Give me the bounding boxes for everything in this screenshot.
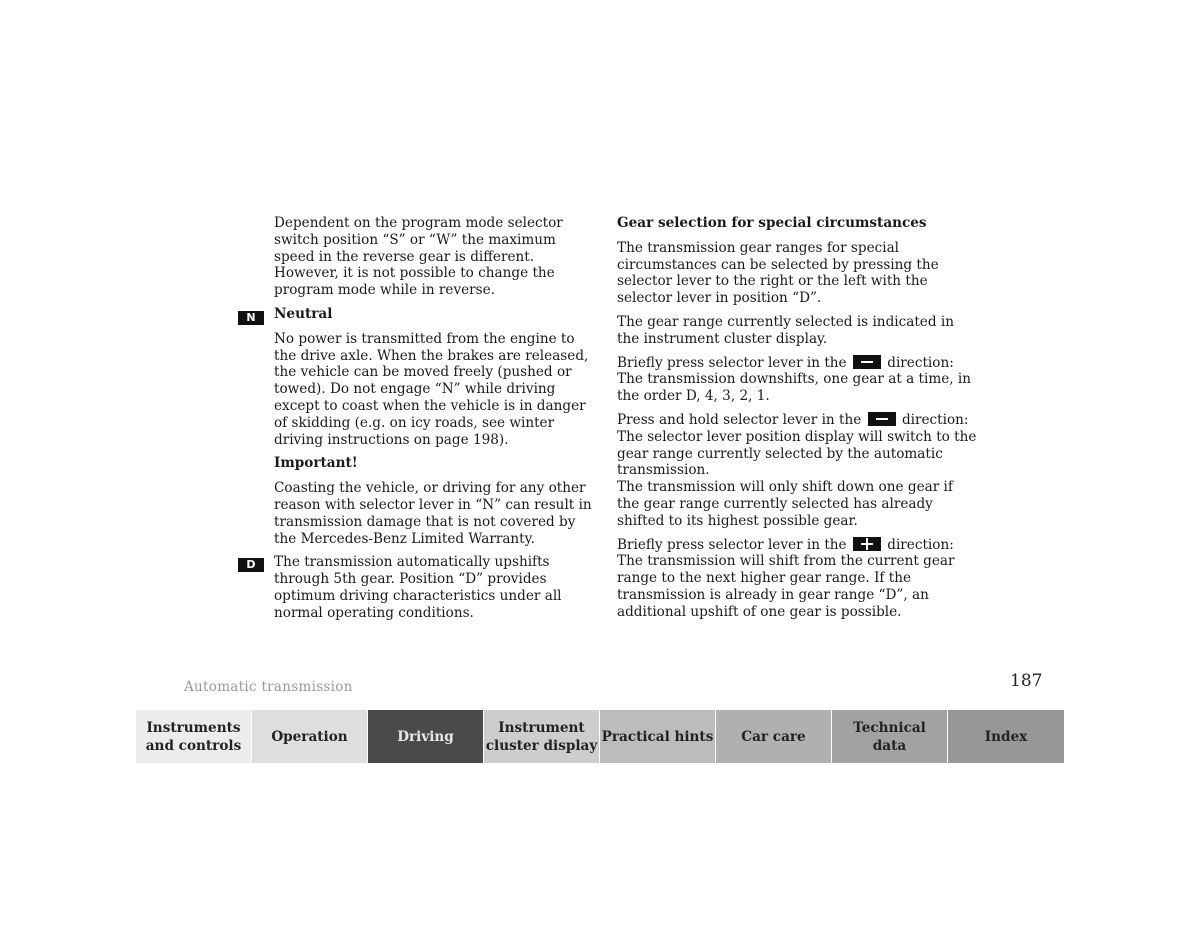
cluster-display-paragraph: The gear range currently selected is indicated in the instrument cluster display. xyxy=(617,313,954,347)
minus-hold-text: Press and hold selector lever in the xyxy=(617,411,862,428)
special-gear-paragraph: The transmission gear ranges for special circumstances can be selected by pressing the selector lever to the right or the left with the selector lever in position “D”. xyxy=(617,239,939,307)
tab-car-care[interactable] xyxy=(716,710,832,763)
minus-key-icon xyxy=(853,355,881,369)
chapter-nav xyxy=(136,710,1065,763)
tab-label: Practical hints xyxy=(601,728,714,745)
tab-instrument-cluster-display[interactable] xyxy=(484,710,600,763)
neutral-paragraph: No power is transmitted from the engine to the drive axle. When the brakes are released, the vehicle can be moved freely (pushed or towed). Do not engage “N” while driving except to coast when the vehicle is in danger of skidding (e.g. on icy roads, see winter driving instructions on page 198). xyxy=(274,330,589,448)
minus-hold-paragraph xyxy=(617,412,977,530)
tab-technical-data[interactable] xyxy=(832,710,948,763)
minus-brief-result: The transmission downshifts, one gear at a time, in the order D, 4, 3, 2, 1. xyxy=(617,371,972,405)
tab-label: Instruments and controls xyxy=(145,719,242,754)
minus-hold-result: The selector lever position display will switch to the gear range currently selected by the automatic transmission. xyxy=(617,428,977,479)
minus-hold-result-2: The transmission will only shift down one gear if the gear range currently selected has already shifted to its highest possible gear. xyxy=(617,479,953,529)
marker-n-badge: N xyxy=(238,311,264,325)
special-gear-heading: Gear selection for special circumstances xyxy=(617,215,927,231)
tab-label: Index xyxy=(984,728,1028,745)
tab-instruments-and-controls[interactable] xyxy=(136,710,252,763)
marker-d-badge: D xyxy=(238,558,264,572)
plus-brief-result: The transmission will shift from the current gear range to the next higher gear range. If the transmission is already in gear range “D”, an additional upshift of one gear is possible. xyxy=(617,553,955,620)
tab-label: Instrument cluster display xyxy=(485,719,598,754)
reverse-speed-paragraph: Dependent on the program mode selector switch position “S” or “W” the maximum speed in the reverse gear is different. However, it is not possible to change the program mode while in reverse. xyxy=(274,215,563,299)
tab-practical-hints[interactable] xyxy=(600,710,716,763)
tab-label: Car care xyxy=(741,728,806,745)
minus-brief-direction: direction: xyxy=(887,354,954,371)
minus-brief-paragraph xyxy=(617,355,977,405)
tab-label: Operation xyxy=(271,728,348,745)
important-heading: Important! xyxy=(274,455,358,472)
plus-brief-direction: direction: xyxy=(887,536,954,553)
section-label: Automatic transmission xyxy=(184,679,353,695)
drive-paragraph: The transmission automatically upshifts through 5th gear. Position “D” provides optimum driving characteristics under all normal operating conditions. xyxy=(274,554,562,621)
important-paragraph: Coasting the vehicle, or driving for any other reason with selector lever in “N” can result in transmission damage that is not covered by the Mercedes-Benz Limited Warranty. xyxy=(274,480,592,547)
tab-label: Technical data xyxy=(853,719,926,754)
neutral-heading: Neutral xyxy=(274,305,333,322)
plus-key-icon xyxy=(853,537,881,551)
tab-driving[interactable] xyxy=(368,710,484,763)
plus-brief-text: Briefly press selector lever in the xyxy=(617,536,847,553)
tab-label: Driving xyxy=(397,728,454,745)
left-column xyxy=(274,215,594,629)
tab-operation[interactable] xyxy=(252,710,368,763)
plus-brief-paragraph xyxy=(617,537,977,621)
page-number: 187 xyxy=(1010,671,1043,691)
minus-brief-text: Briefly press selector lever in the xyxy=(617,354,847,371)
minus-hold-direction: direction: xyxy=(901,411,969,428)
minus-key-icon xyxy=(868,412,896,426)
tab-index[interactable] xyxy=(948,710,1064,763)
right-column xyxy=(617,215,977,628)
